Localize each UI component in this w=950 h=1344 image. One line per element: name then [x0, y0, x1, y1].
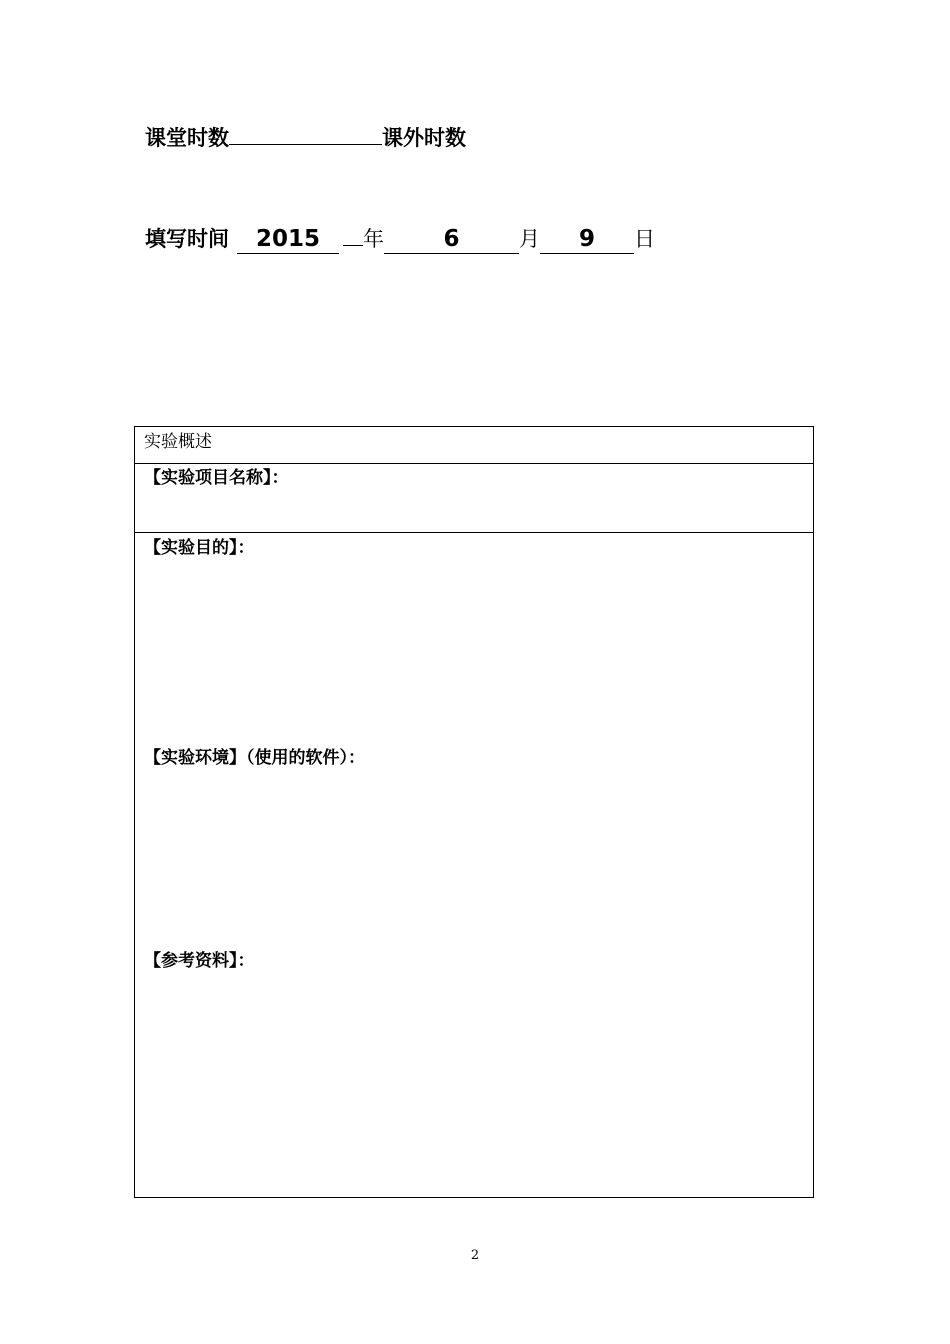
class-hours-blank[interactable] — [229, 122, 382, 145]
table-heading-row — [135, 427, 813, 464]
table-heading: 实验概述 — [144, 432, 212, 452]
page-number: 2 — [470, 1248, 480, 1263]
details-row[interactable] — [135, 533, 813, 1197]
project-name-row[interactable] — [135, 464, 813, 533]
year-field[interactable]: 2015 — [237, 226, 339, 254]
outside-hours-label: 课外时数 — [382, 126, 466, 150]
project-name-label: 【实验项目名称】： — [144, 468, 289, 488]
experiment-overview-table — [134, 426, 814, 1198]
class-hours-label: 课堂时数 — [145, 126, 229, 150]
year-field-tail — [343, 218, 363, 246]
month-unit: 月 — [519, 227, 540, 251]
purpose-label: 【实验目的】： — [144, 538, 255, 558]
day-field[interactable]: 9 — [540, 226, 634, 254]
month-field[interactable]: 6 — [384, 226, 519, 254]
environment-label: 【实验环境】（使用的软件）： — [144, 748, 365, 768]
references-label: 【参考资料】： — [144, 951, 255, 971]
day-unit: 日 — [634, 227, 655, 251]
year-unit: 年 — [363, 227, 384, 251]
class-hours-line — [145, 122, 466, 153]
fill-date-line — [145, 218, 655, 254]
fill-time-label: 填写时间 — [145, 227, 229, 251]
